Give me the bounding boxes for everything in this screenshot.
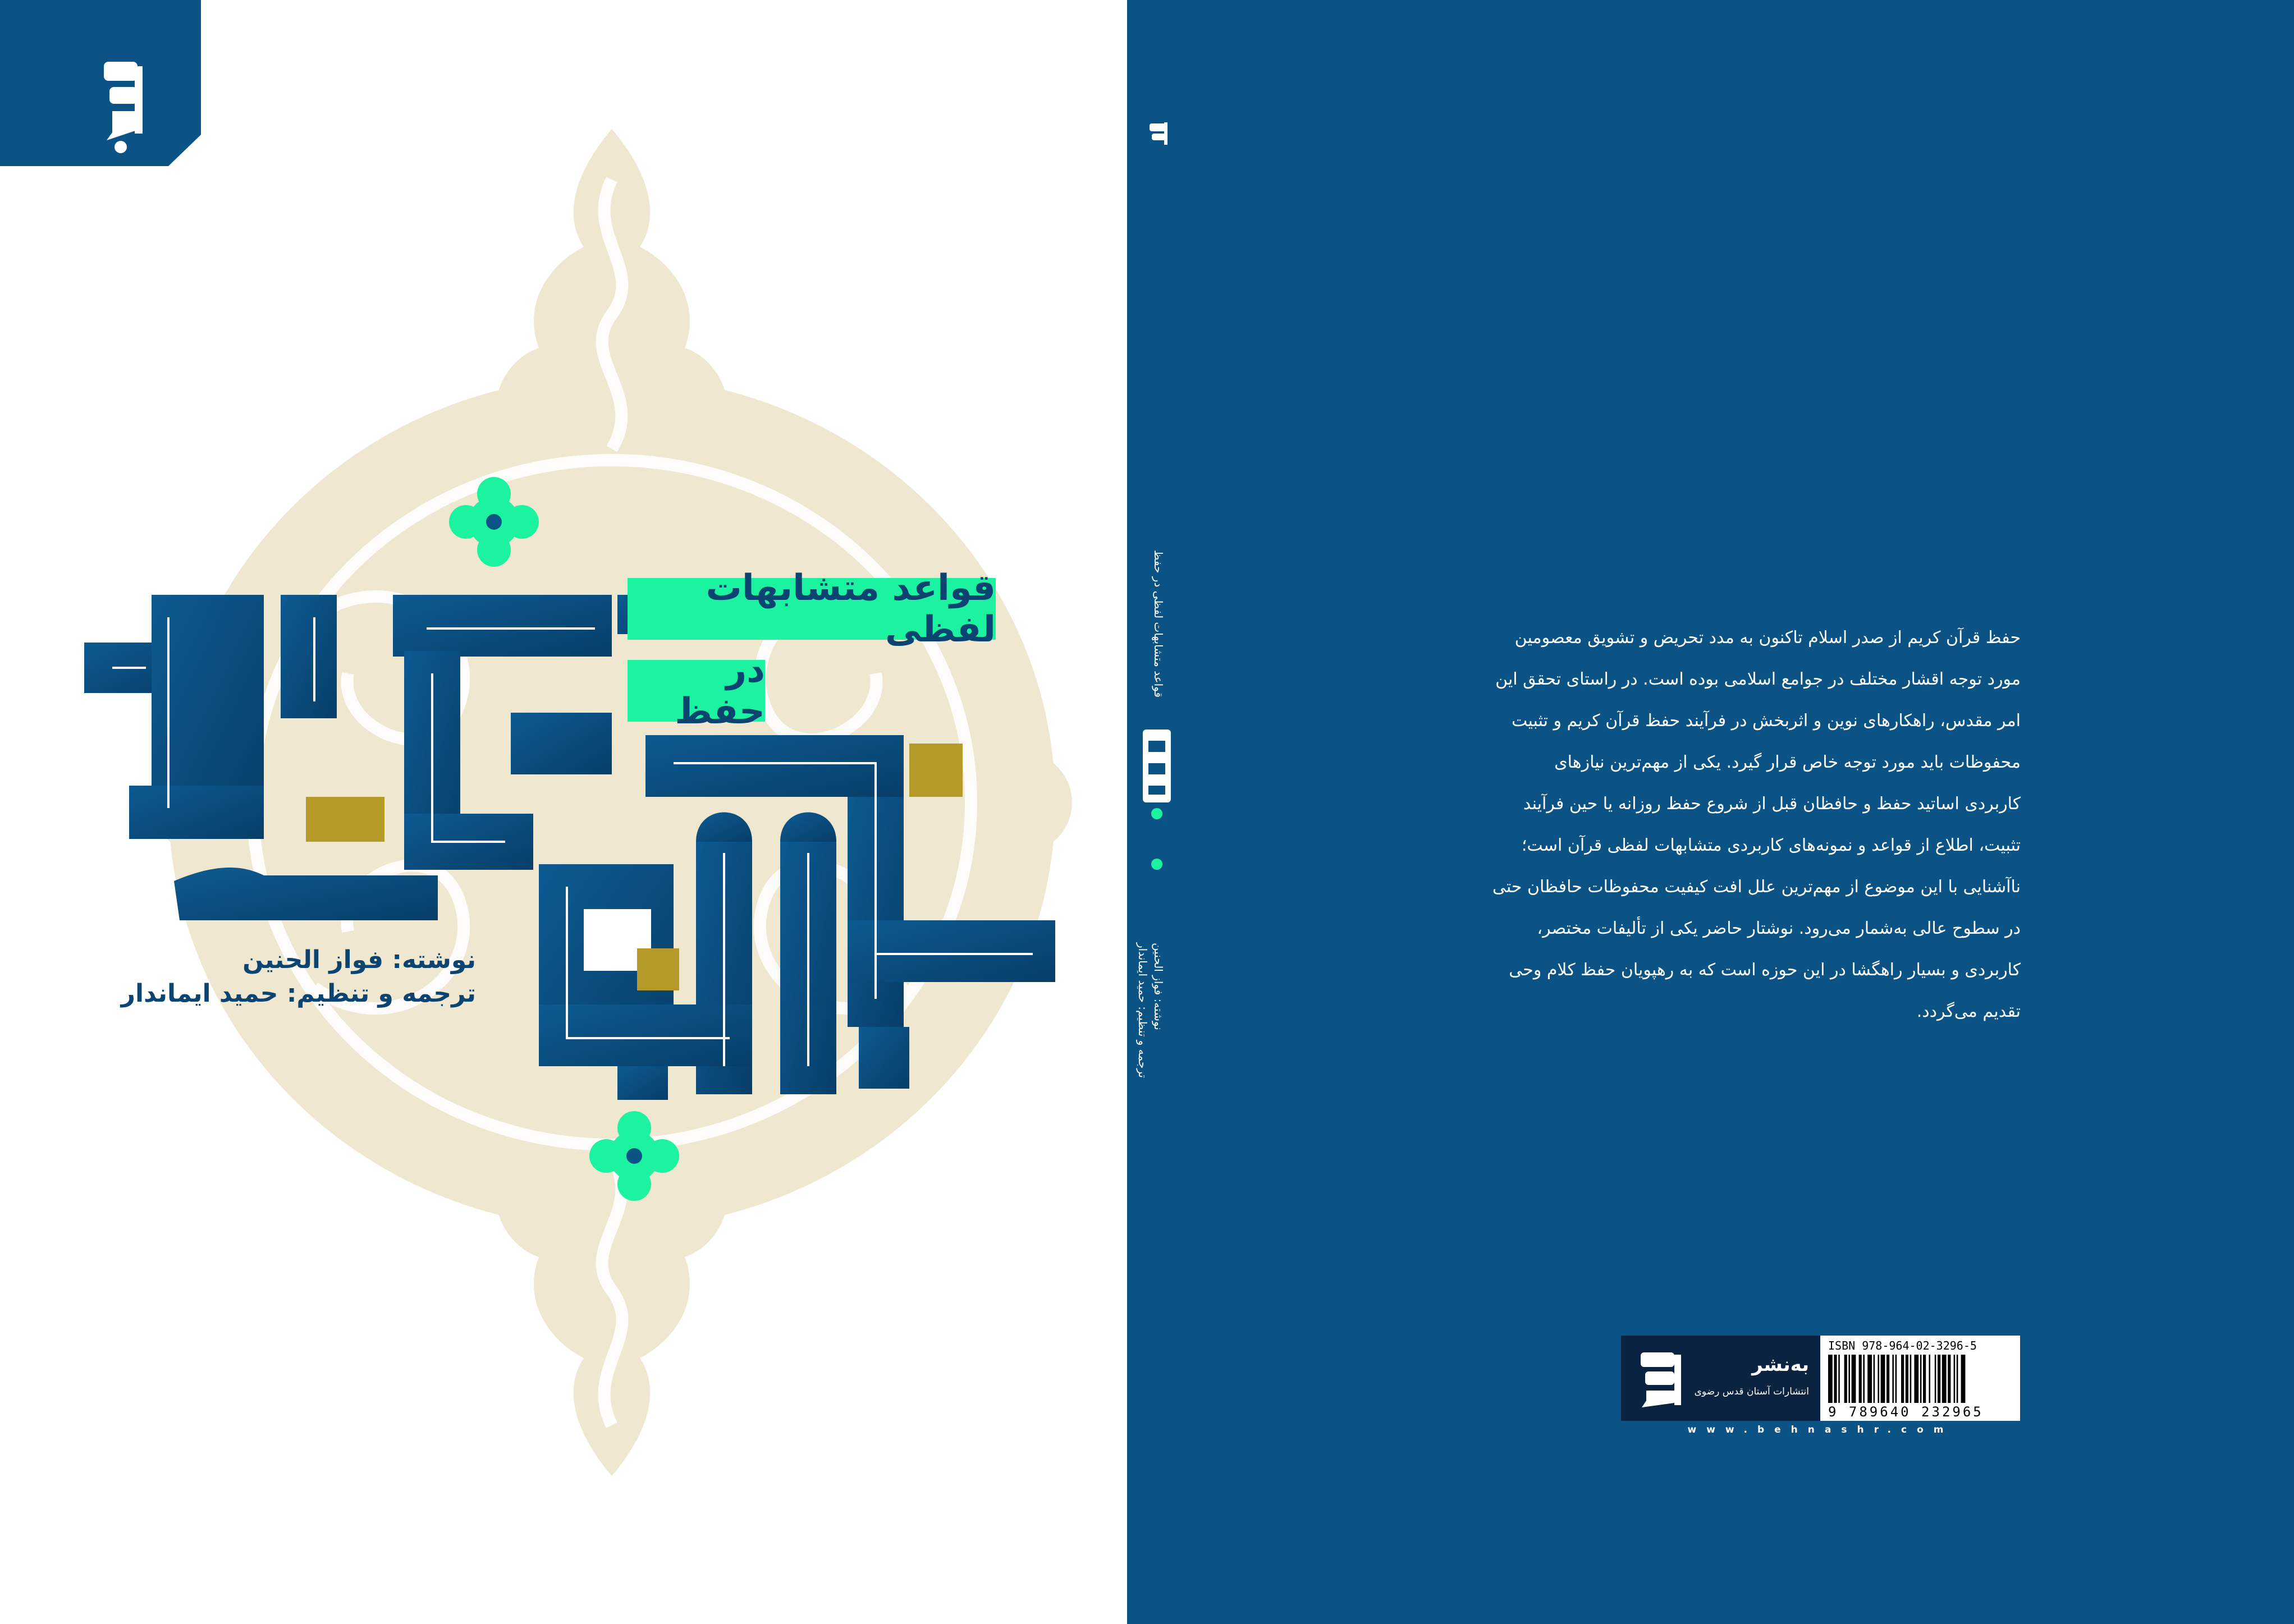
publisher-website: www.behnashr.com: [1687, 1424, 1954, 1435]
spine-calligraphy-icon: [1127, 724, 1189, 892]
publisher-name: به‌نشر: [1752, 1354, 1809, 1376]
spine-logo-icon: [1127, 0, 1189, 168]
blurb-line: محفوظات باید مورد توجه خاص قرار گیرد. یکی از مهم‌ترین نیازهای: [1554, 753, 2021, 772]
translator-credit: ترجمه و تنظیم: حمید ایماندار: [121, 979, 476, 1008]
author-credit: نوشته: فواز الحنین: [242, 946, 476, 974]
behnashr-logo-icon: [1635, 1347, 1697, 1410]
blurb-line: کاربردی و بسیار راهگشا در این حوزه است که به رهپویان حفظ کلام وحی: [1509, 960, 2021, 980]
isbn-label: ISBN 978-964-02-3296-5: [1828, 1339, 1977, 1352]
blurb-line: امر مقدس، راهکارهای نوین و اثربخش در فرآیند حفظ قرآن کریم و تثبیت: [1512, 711, 2021, 731]
back-cover-blurb: [1459, 617, 2021, 1033]
blurb-line: حفظ قرآن کریم از صدر اسلام تاکنون به مدد تحریض و تشویق معصومین: [1514, 628, 2021, 648]
blurb-line: تثبیت، اطلاع از قواعد و نمونه‌های کاربردی متشابهات لفظی قرآن است؛: [1521, 836, 2021, 855]
book-title-line1: قواعد متشابهات لفظی: [628, 578, 996, 640]
spine-title: قواعد متشابهات لفظی در حفظ: [1152, 550, 1165, 698]
kufic-calligraphy: [0, 0, 1127, 1624]
spine-author: نوشته: فواز الحنین: [1152, 943, 1165, 1030]
barcode-number: 9 789640 232965: [1828, 1404, 1984, 1420]
publisher-box: [1621, 1336, 1820, 1421]
publisher-subtitle: انتشارات آستان قدس رضوی: [1694, 1386, 1809, 1397]
blurb-line: کاربردی اساتید حفظ و حافظان قبل از شروع حفظ روزانه یا حین فرآیند: [1523, 794, 2021, 814]
book-title-line2: در حفظ: [628, 660, 765, 722]
blurb-line: تقدیم می‌گردد.: [1916, 1002, 2021, 1021]
isbn-barcode: [1820, 1336, 2020, 1421]
blurb-line: ناآشنایی با این موضوع از مهم‌ترین علل افت کیفیت محفوظات حافظان حتی: [1492, 877, 2021, 897]
blurb-line: در سطوح عالی به‌شمار می‌رود. نوشتار حاضر یکی از تألیفات مختصر،: [1537, 919, 2021, 938]
blurb-line: مورد توجه اقشار مختلف در جوامع اسلامی بوده است. در راستای تحقق این: [1495, 669, 2021, 689]
front-cover: [0, 0, 1127, 1624]
spine-translator: ترجمه و تنظیم: حمید ایماندار: [1136, 943, 1150, 1078]
spine: [1127, 0, 1189, 1624]
barcode-icon: [1828, 1355, 2012, 1403]
